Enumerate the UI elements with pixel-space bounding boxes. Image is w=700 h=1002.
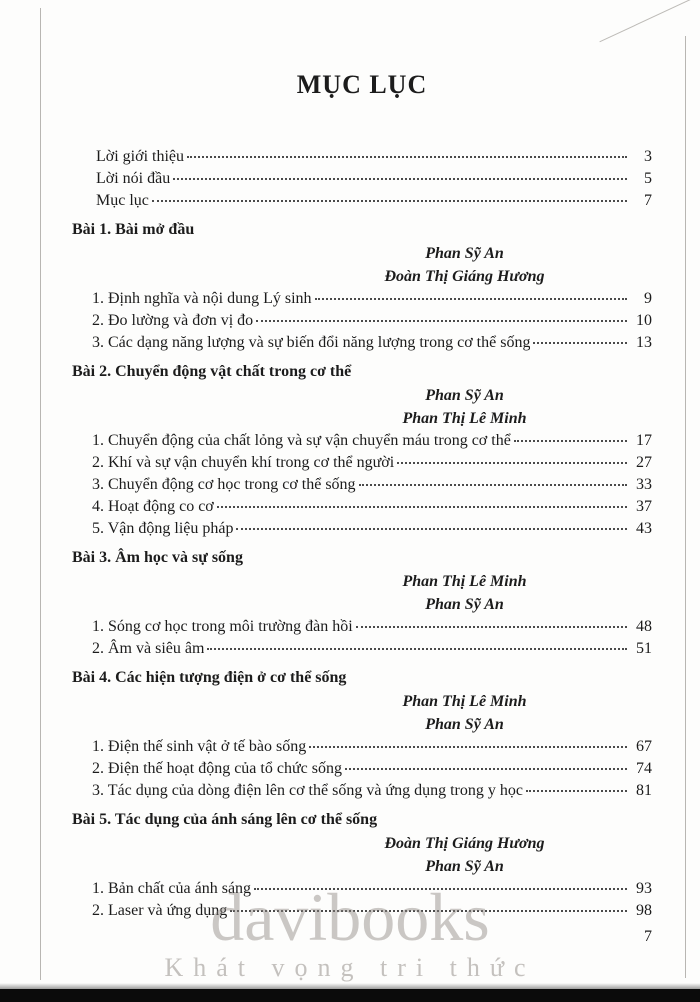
dot-leader xyxy=(187,156,627,158)
toc-entry xyxy=(92,758,652,780)
section-authors xyxy=(72,570,652,616)
section-items xyxy=(92,288,652,354)
toc-entry-page: 37 xyxy=(636,498,652,515)
watermark-slogan-text: Khát vọng tri thức xyxy=(164,953,536,982)
toc-entry xyxy=(92,638,652,660)
toc-entry-label: 2. Khí và sự vận chuyển khí trong cơ thể người xyxy=(92,454,395,471)
dot-leader xyxy=(526,790,627,792)
toc-section xyxy=(72,808,652,922)
author-name: Phan Thị Lê Minh xyxy=(402,573,527,590)
page-title: MỤC LỤC xyxy=(296,70,428,99)
toc-entry-label: 2. Âm và siêu âm xyxy=(92,640,205,657)
section-items xyxy=(92,616,652,660)
toc-entry-page: 10 xyxy=(636,312,652,329)
author-name: Phan Sỹ An xyxy=(425,858,504,875)
section-authors xyxy=(72,690,652,736)
dot-leader xyxy=(152,200,627,202)
toc-entry-label: 3. Chuyển động cơ học trong cơ thể sống xyxy=(92,476,356,493)
dot-leader xyxy=(217,506,627,508)
toc-section xyxy=(72,360,652,540)
section-heading: Bài 1. Bài mở đầu xyxy=(72,221,195,238)
author-name: Phan Sỹ An xyxy=(425,387,504,404)
toc-entry-label: 5. Vận động liệu pháp xyxy=(92,520,234,537)
section-authors xyxy=(72,832,652,878)
dot-leader xyxy=(514,440,627,442)
dot-leader xyxy=(359,484,627,486)
dot-leader xyxy=(256,320,627,322)
toc-entry-label: 2. Đo lường và đơn vị đo xyxy=(92,312,254,329)
toc-entry-label: Mục lục xyxy=(96,192,149,209)
dot-leader xyxy=(207,648,627,650)
dot-leader xyxy=(315,298,627,300)
toc-entry-page: 17 xyxy=(636,432,652,449)
author-name: Đoàn Thị Giáng Hương xyxy=(384,268,545,285)
toc-entry xyxy=(96,146,652,168)
dot-leader xyxy=(236,528,627,530)
toc-entry-label: 1. Chuyển động của chất lỏng và sự vận chuyển máu trong cơ thể xyxy=(92,432,511,449)
toc-entry xyxy=(96,168,652,190)
toc-entry-page: 74 xyxy=(636,760,652,777)
dot-leader xyxy=(254,888,627,890)
toc-entry xyxy=(92,878,652,900)
toc-entry-label: 1. Sóng cơ học trong môi trường đàn hồi xyxy=(92,618,353,635)
dot-leader xyxy=(345,768,627,770)
bottom-scan-bar xyxy=(0,989,700,1002)
toc-entry xyxy=(92,332,652,354)
toc-entry xyxy=(92,780,652,802)
toc-entry-page: 51 xyxy=(636,640,652,657)
toc-entry-page: 98 xyxy=(636,902,652,919)
section-heading: Bài 3. Âm học và sự sống xyxy=(72,549,243,566)
dot-leader xyxy=(356,626,627,628)
toc-entry-page: 27 xyxy=(636,454,652,471)
toc-entry-label: 2. Điện thế hoạt động của tổ chức sống xyxy=(92,760,342,777)
section-items xyxy=(92,736,652,802)
toc-section xyxy=(72,666,652,802)
author-name: Phan Sỹ An xyxy=(425,716,504,733)
toc-section xyxy=(72,546,652,660)
toc-entry-label: 1. Bản chất của ánh sáng xyxy=(92,880,252,897)
toc-entry xyxy=(92,518,652,540)
toc-entry-page: 13 xyxy=(636,334,652,351)
dot-leader xyxy=(309,746,627,748)
toc-entry-label: Lời nói đầu xyxy=(96,170,171,187)
toc-entry-page: 5 xyxy=(644,170,652,187)
toc-entry xyxy=(92,496,652,518)
author-name: Phan Thị Lê Minh xyxy=(402,410,527,427)
toc-entry-label: 3. Các dạng năng lượng và sự biến đổi năng lượng trong cơ thể sống xyxy=(92,334,531,351)
toc-entry-label: Lời giới thiệu xyxy=(96,148,185,165)
toc-entry-page: 9 xyxy=(644,290,652,307)
toc-entry-page: 67 xyxy=(636,738,652,755)
section-heading: Bài 2. Chuyển động vật chất trong cơ thể xyxy=(72,363,352,380)
author-name: Đoàn Thị Giáng Hương xyxy=(384,835,545,852)
toc-entry xyxy=(96,190,652,212)
section-items xyxy=(92,430,652,540)
toc-entry xyxy=(92,310,652,332)
watermark-logo-text: davibooks xyxy=(210,879,490,955)
front-matter xyxy=(96,146,652,212)
section-authors xyxy=(72,384,652,430)
toc-entry-page: 93 xyxy=(636,880,652,897)
toc-entry xyxy=(92,736,652,758)
toc-entry-label: 1. Định nghĩa và nội dung Lý sinh xyxy=(92,290,312,307)
section-heading: Bài 4. Các hiện tượng điện ở cơ thể sống xyxy=(72,669,347,686)
section-authors xyxy=(72,242,652,288)
toc-entry-page: 3 xyxy=(644,148,652,165)
dot-leader xyxy=(173,178,627,180)
toc-entry-label: 4. Hoạt động co cơ xyxy=(92,498,214,515)
author-name: Phan Thị Lê Minh xyxy=(402,693,527,710)
section-heading: Bài 5. Tác dụng của ánh sáng lên cơ thể sống xyxy=(72,811,378,828)
toc-entry-page: 33 xyxy=(636,476,652,493)
author-name: Phan Sỹ An xyxy=(425,245,504,262)
dot-leader xyxy=(397,462,627,464)
toc-entry-page: 43 xyxy=(636,520,652,537)
toc-entry xyxy=(92,616,652,638)
toc-entry xyxy=(92,900,652,922)
page-number: 7 xyxy=(644,928,652,945)
toc-entry-page: 7 xyxy=(644,192,652,209)
toc-entry-page: 48 xyxy=(636,618,652,635)
author-name: Phan Sỹ An xyxy=(425,596,504,613)
toc-entry-page: 81 xyxy=(636,782,652,799)
toc-entry-label: 2. Laser và ứng dụng xyxy=(92,902,228,919)
section-items xyxy=(92,878,652,922)
toc-entry xyxy=(92,430,652,452)
toc-entry xyxy=(92,452,652,474)
dot-leader xyxy=(533,342,627,344)
dot-leader xyxy=(230,910,627,912)
toc-entry-label: 1. Điện thế sinh vật ở tế bào sống xyxy=(92,738,307,755)
toc-section xyxy=(72,218,652,354)
toc-entry xyxy=(92,474,652,496)
toc-entry-label: 3. Tác dụng của dòng điện lên cơ thể sống và ứng dụng trong y học xyxy=(92,782,523,799)
toc-entry xyxy=(92,288,652,310)
